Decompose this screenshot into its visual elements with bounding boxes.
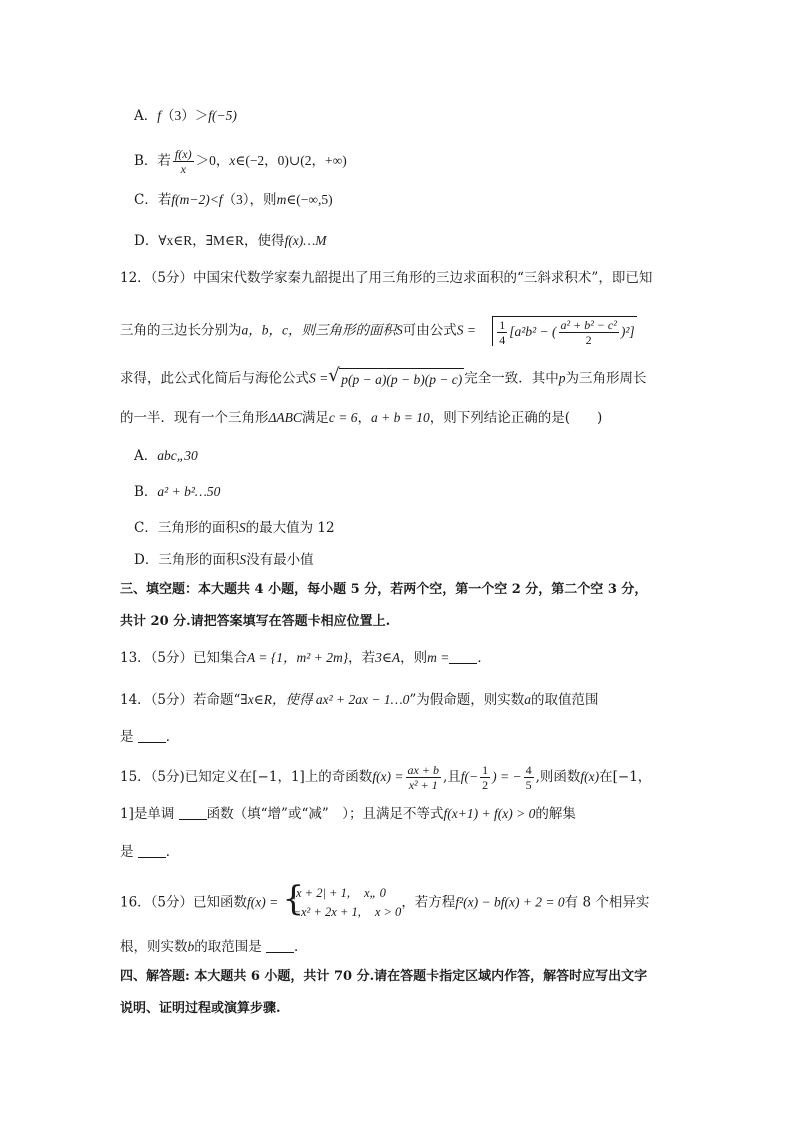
option-label: A． — [134, 448, 158, 464]
section-4-heading — [120, 967, 647, 987]
fraction-denominator: x — [180, 162, 186, 176]
question-text: 的解集 — [535, 806, 576, 822]
q15-line-3 — [120, 842, 179, 862]
section-text: 四、解答题: 本大题共 6 小题，共计 70 分.请在答题卡指定区域内作答，解答时应写出文字 — [120, 969, 648, 984]
option-text: ∀x∈R，∃M∈R，使得 — [158, 233, 285, 248]
fraction — [480, 764, 490, 791]
question-text: ， — [357, 410, 372, 426]
option-label: C．若 — [134, 192, 172, 208]
case-expr: |x + 2| + 1, — [292, 886, 350, 900]
q11-option-b — [134, 148, 347, 175]
section-3-heading — [120, 580, 647, 600]
math-expr: x — [229, 153, 236, 168]
fraction-denominator: 5 — [525, 778, 532, 792]
math-expr: S — [396, 322, 403, 338]
math-expr: a，b，c，则三角形的面积 — [241, 322, 396, 338]
question-text: 完全一致．其中 — [464, 370, 559, 387]
answer-blank[interactable] — [266, 940, 294, 953]
question-text: 的取范围是 — [194, 939, 262, 955]
math-expr: )²] — [620, 324, 635, 339]
math-expr: S — [238, 520, 246, 535]
fraction-numerator: 1 — [499, 318, 506, 332]
question-text: 在[−1， — [599, 769, 652, 785]
formula-lhs: S = — [456, 322, 476, 338]
piecewise-cases — [282, 879, 402, 922]
option-text: 没有最小值 — [246, 552, 314, 568]
option-text: D．三角形的面积 — [134, 552, 240, 568]
option-text: 的最大值为 12 — [245, 520, 335, 536]
math-expr: ∃x∈R，使得 ax² + 2ax − 1…0 — [240, 692, 410, 707]
question-text: 15．（5分)已知定义在[−1，1]上的奇函数 — [120, 769, 373, 785]
q12-option-a — [134, 446, 198, 466]
math-expr: f(x) = — [372, 769, 404, 784]
qin-formula-sqrt — [480, 316, 636, 346]
question-text: 可由公式 — [402, 322, 457, 339]
question-text: ，则下列结论正确的是( ) — [429, 410, 603, 426]
question-text: 1]是单调 — [120, 806, 175, 822]
question-text: ,且 — [442, 769, 461, 785]
math-expr: f(x) — [580, 769, 600, 784]
q12-option-b — [134, 482, 220, 502]
math-expr: f²(x) − bf(x) + 2 = 0 — [455, 894, 565, 910]
fraction-denominator: 2 — [585, 333, 592, 347]
q16 — [120, 879, 650, 922]
case-condition: x > 0 — [374, 905, 402, 919]
option-label: B． — [134, 484, 158, 500]
q12-line-1 — [120, 268, 652, 288]
question-text: ,则函数 — [535, 769, 581, 785]
math-expr: S — [239, 552, 247, 567]
section-text: 说明、证明过程或演算步骤. — [120, 1001, 281, 1016]
answer-blank[interactable] — [138, 730, 166, 743]
section-4-heading-line-2 — [120, 999, 281, 1019]
math-expr: b — [187, 939, 195, 954]
answer-blank[interactable] — [179, 807, 207, 820]
fraction — [173, 148, 194, 175]
question-text: 函数（填“增”或“减” ）；且满足不等式 — [206, 806, 444, 822]
option-label: A． — [134, 108, 158, 124]
math-expr: abc„30 — [157, 448, 198, 463]
fraction — [524, 764, 534, 791]
math-expr: p(p − a)(p − b)(p − c) — [339, 368, 464, 390]
question-text: ． — [294, 939, 308, 955]
case-row-2 — [293, 903, 402, 922]
math-expr: [a²b² − ( — [509, 324, 557, 339]
question-text: ． — [165, 729, 180, 745]
math-expr: f(x+1) + f(x) > 0 — [443, 806, 536, 821]
math-expr: a² + b²…50 — [157, 484, 221, 499]
math-expr: ) = − — [492, 769, 522, 784]
math-expr: m = — [427, 650, 450, 665]
option-text: （3），则 — [222, 192, 277, 207]
question-text: ． — [165, 844, 180, 860]
question-text: 的一半．现有一个三角形 — [120, 410, 269, 426]
question-text: 是 — [120, 844, 134, 860]
q15 — [120, 764, 651, 791]
fraction — [406, 764, 441, 791]
question-text: ，若方程 — [401, 894, 456, 911]
math-expr: 3∈A — [375, 650, 401, 665]
q12-option-c — [134, 518, 335, 538]
q12-line-4 — [120, 408, 602, 428]
math-expr: ∈(−∞,5) — [286, 192, 333, 207]
fraction-denominator: 2 — [482, 778, 489, 792]
fraction-numerator: a² + b² − c² — [560, 318, 617, 332]
option-label: B．若 — [134, 153, 171, 169]
fraction-numerator: 4 — [525, 763, 532, 777]
math-expr: f(x) = — [247, 894, 279, 910]
answer-blank[interactable] — [449, 651, 477, 664]
option-label: D． — [134, 233, 159, 249]
math-expr: f(x)…M — [284, 233, 327, 248]
fraction — [497, 319, 507, 346]
math-expr: c = 6 — [328, 410, 358, 425]
option-text: （3）＞ — [161, 108, 209, 123]
q13 — [120, 648, 491, 668]
q11-option-a — [134, 106, 237, 126]
q12-line-3 — [120, 368, 647, 390]
question-text: 有 8 个相异实 — [564, 894, 650, 911]
q12-option-d — [134, 550, 314, 570]
option-text: ＞0， — [195, 153, 230, 168]
question-text: ”为假命题，则实数 — [409, 692, 525, 708]
fraction-numerator: f(x) — [174, 147, 192, 161]
question-text: 满足 — [301, 410, 329, 426]
math-expr: A = {1，m² + 2m} — [247, 650, 349, 665]
question-text: 14．（5分）若命题“ — [120, 692, 241, 708]
math-expr: f — [157, 108, 162, 123]
q11-option-c — [134, 190, 333, 210]
q16-line-2 — [120, 937, 308, 957]
left-brace: { — [282, 879, 305, 919]
question-text: 的取值范围 — [531, 692, 599, 708]
fraction-denominator: 4 — [499, 333, 506, 347]
question-text: ． — [477, 650, 491, 666]
q12-line-2 — [120, 316, 637, 346]
math-expr: p — [558, 370, 566, 386]
math-expr: ΔABC — [268, 410, 302, 425]
option-text: C．三角形的面积 — [134, 520, 239, 536]
math-expr: m — [276, 192, 287, 207]
section-3-heading-line-2 — [120, 612, 390, 632]
question-text: 三角的三边长分别为 — [120, 322, 242, 339]
question-text: 根，则实数 — [120, 939, 188, 955]
question-text: 求得，此公式化简后与海伦公式 — [120, 370, 309, 387]
fraction-numerator: 1 — [482, 763, 489, 777]
math-expr: f(− — [460, 769, 479, 784]
math-expr: f(m−2)<f — [171, 192, 223, 207]
formula-lhs: S = — [309, 370, 329, 386]
fraction-numerator: ax + b — [407, 763, 439, 777]
math-expr: ∈(−2，0)∪(2，+∞) — [235, 153, 347, 168]
case-condition: x„ 0 — [363, 886, 386, 900]
question-text: ，若 — [348, 650, 376, 666]
case-row-1 — [293, 884, 402, 903]
answer-blank[interactable] — [138, 845, 166, 858]
question-text: 16．（5分）已知函数 — [120, 894, 248, 911]
heron-sqrt — [328, 368, 464, 390]
question-text: 13．（5分）已知集合 — [120, 650, 248, 666]
question-text: ，则 — [400, 650, 428, 666]
math-expr: a + b = 10 — [371, 410, 430, 425]
q14 — [120, 690, 599, 710]
question-text: 12．（5分）中国宋代数学家秦九韶提出了用三角形的三边求面积的“三斜求积术”，即已知 — [120, 270, 653, 286]
case-expr: −x² + 2x + 1, — [292, 905, 361, 919]
section-text: 共计 20 分.请把答案填写在答题卡相应位置上. — [120, 614, 391, 629]
fraction-denominator: x² + 1 — [408, 778, 438, 792]
math-expr: f(−5) — [208, 108, 237, 123]
math-expr: a — [524, 692, 532, 707]
q14-line-2 — [120, 727, 179, 747]
fraction — [559, 319, 619, 346]
q15-line-2 — [120, 804, 576, 824]
question-text: 为三角形周长 — [565, 370, 647, 387]
section-text: 三、填空题：本大题共 4 小题，每小题 5 分，若两个空，第一个空 2 分，第二个空 3 分， — [120, 582, 648, 597]
question-text: 是 — [120, 729, 134, 745]
q11-option-d — [134, 231, 327, 251]
